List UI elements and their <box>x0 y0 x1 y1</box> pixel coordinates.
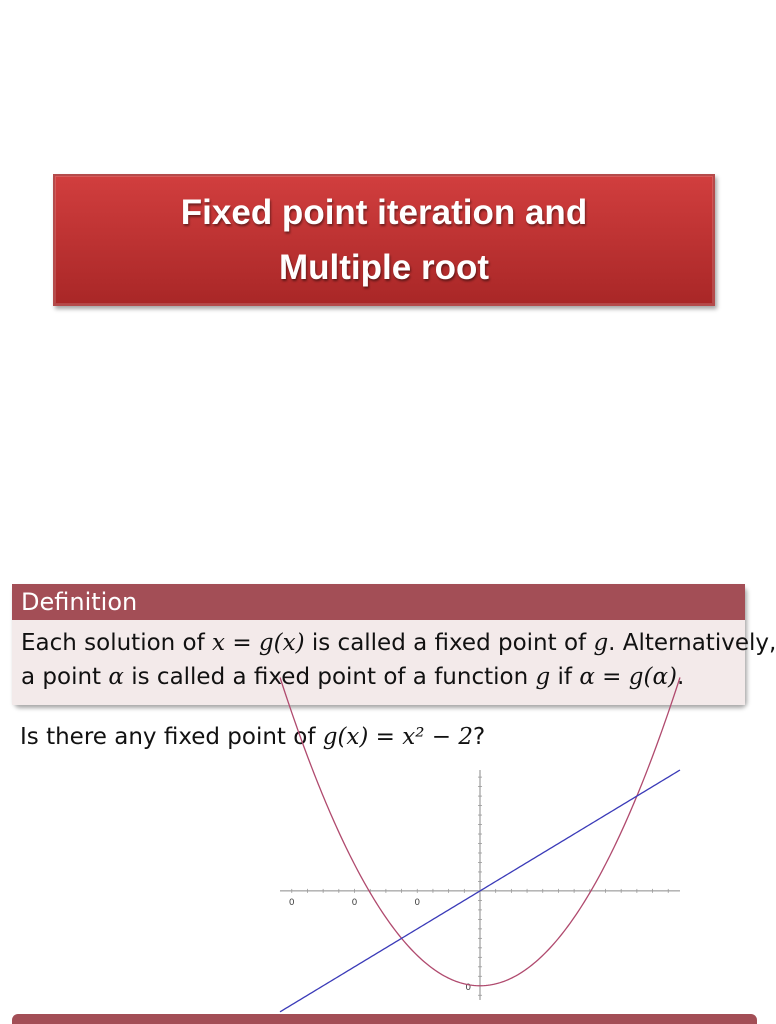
def-symbol-g: g <box>593 630 609 656</box>
question-end: ? <box>473 724 486 750</box>
def-symbol-alpha: α <box>108 664 124 690</box>
next-block-header <box>12 1014 757 1024</box>
def-text: is called a fixed point of <box>304 630 594 656</box>
def-text: . <box>676 664 685 690</box>
question-lead: Is there any fixed point of <box>20 724 323 750</box>
tick-label: 0 <box>465 982 472 993</box>
def-text: Each solution of <box>21 630 213 656</box>
title-line-1: Fixed point iteration and <box>180 193 588 232</box>
tick-label: 0 <box>351 897 358 908</box>
question-equation: g(x) = x² − 2 <box>322 724 473 750</box>
def-text: if <box>550 664 580 690</box>
definition-body <box>12 620 776 705</box>
def-symbol-g: g <box>535 664 551 690</box>
def-text: is called a fixed point of a function <box>123 664 536 690</box>
function-plot <box>270 760 690 1010</box>
tick-label: 0 <box>414 897 421 908</box>
definition-block <box>12 584 776 705</box>
def-equation: α = g(α) <box>579 664 677 690</box>
title-line-2: Multiple root <box>279 248 489 287</box>
def-text: a point <box>21 664 109 690</box>
title-banner <box>53 174 715 306</box>
slide-title <box>181 185 587 295</box>
def-text: . Alternatively, <box>608 630 776 656</box>
tick-label: 0 <box>288 897 295 908</box>
def-equation: x = g(x) <box>212 630 305 656</box>
definition-heading: Definition <box>12 584 745 620</box>
definition-line-2 <box>21 660 736 694</box>
question-text <box>20 724 485 750</box>
definition-line-1 <box>21 626 776 660</box>
